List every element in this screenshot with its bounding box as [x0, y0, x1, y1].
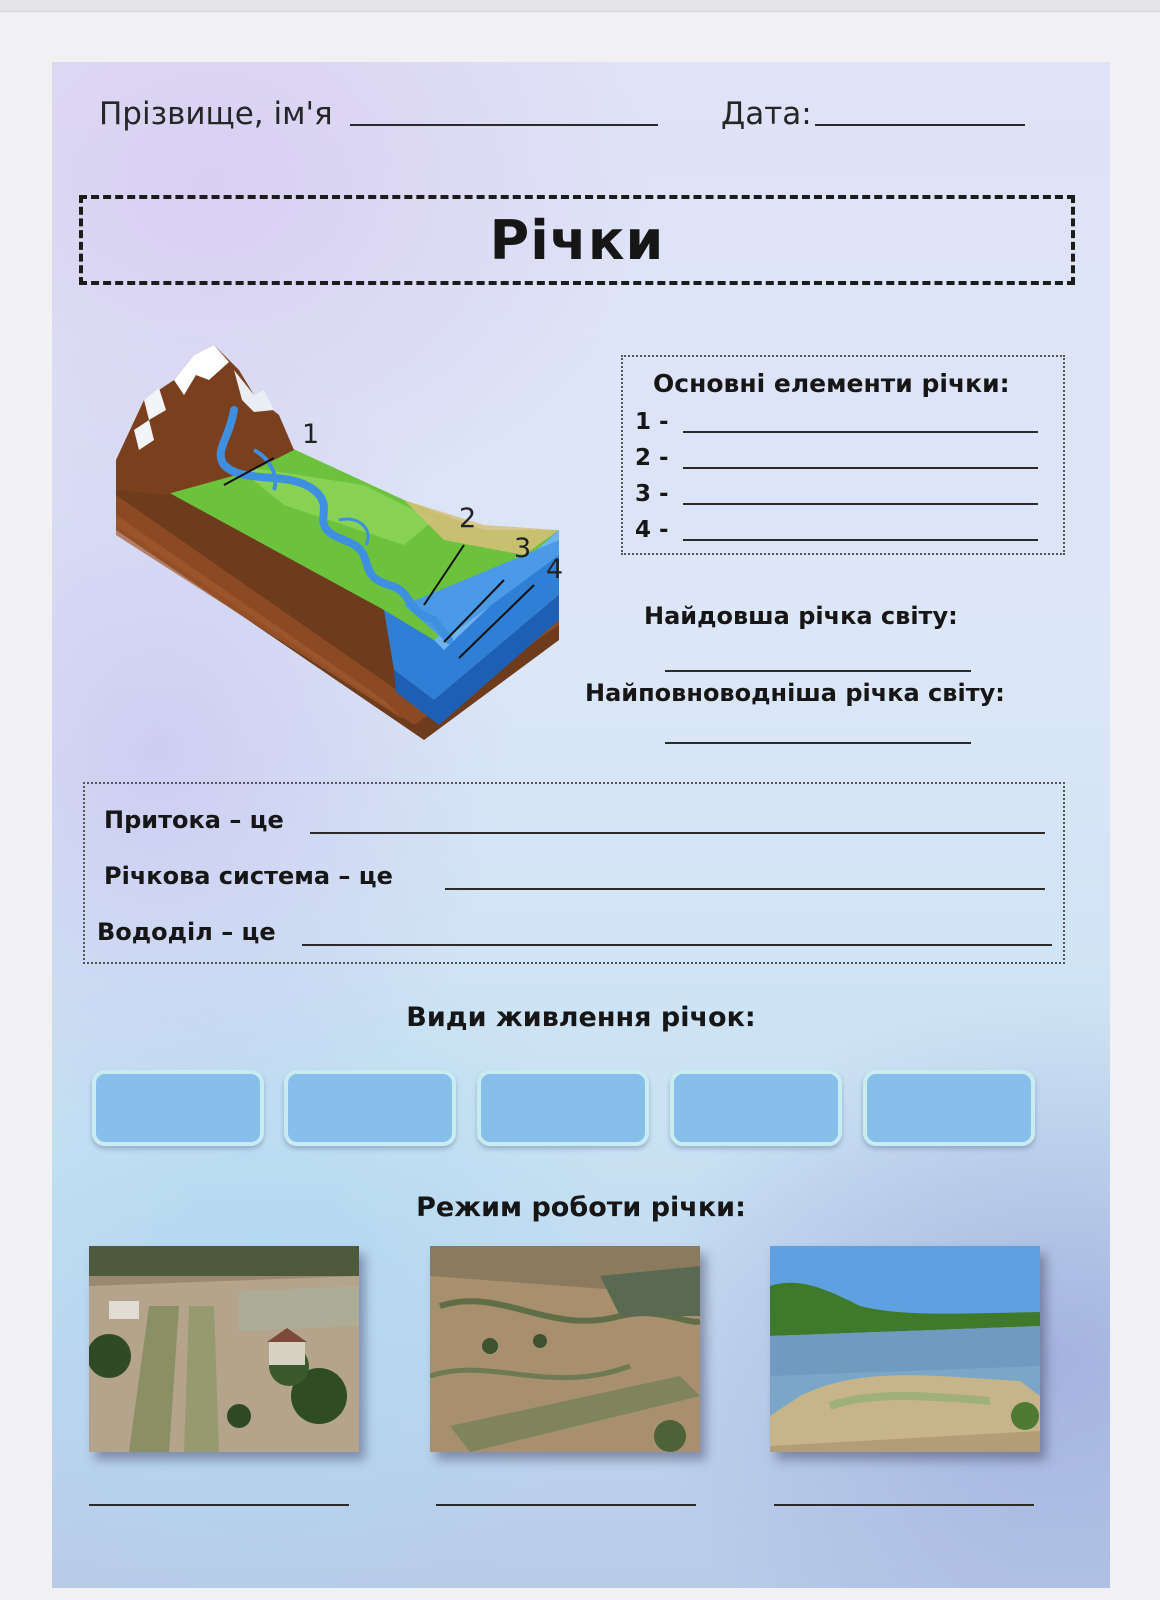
supply-type-box-3[interactable] [477, 1070, 649, 1146]
aerial-flood-photo [430, 1246, 700, 1452]
worksheet-page [52, 62, 1110, 1588]
diagram-label-1: 1 [302, 419, 320, 450]
diagram-label-3: 3 [514, 533, 532, 564]
supply-type-box-1[interactable] [92, 1070, 264, 1146]
low-water-river-photo [770, 1246, 1040, 1452]
name-label: Прізвище, ім'я [99, 96, 333, 132]
aerial-flood-photo-answer-blank[interactable] [436, 1504, 696, 1506]
supply-types-title: Види живлення річок: [406, 1002, 756, 1033]
definition-river-system-blank[interactable] [445, 888, 1045, 890]
date-blank-line[interactable] [815, 124, 1025, 126]
browser-top-bar [0, 0, 1160, 12]
fullest-river-question: Найповноводніша річка світу: [585, 679, 1005, 707]
date-label: Дата: [721, 96, 812, 132]
river-block-diagram [104, 340, 574, 750]
definition-watershed-blank[interactable] [302, 944, 1052, 946]
longest-river-question: Найдовша річка світу: [644, 602, 958, 630]
page-title: Річки [489, 208, 665, 272]
longest-river-blank[interactable] [665, 670, 971, 672]
title-frame [79, 195, 1075, 285]
definition-watershed-label: Вододіл – це [97, 918, 276, 946]
supply-type-box-2[interactable] [284, 1070, 456, 1146]
element-row-3-blank[interactable] [683, 503, 1038, 505]
element-row-1-blank[interactable] [683, 431, 1038, 433]
river-elements-box [621, 355, 1065, 555]
element-row-2-label: 2 - [635, 445, 669, 471]
element-row-3-label: 3 - [635, 481, 669, 507]
element-row-4-label: 4 - [635, 517, 669, 543]
definition-tributary-label: Притока – це [104, 806, 284, 834]
flood-photo [89, 1246, 359, 1452]
name-blank-line[interactable] [350, 124, 658, 126]
diagram-label-4: 4 [546, 554, 564, 585]
river-regime-title: Режим роботи річки: [416, 1192, 746, 1223]
fullest-river-blank[interactable] [665, 742, 971, 744]
flood-photo-answer-blank[interactable] [89, 1504, 349, 1506]
supply-type-box-5[interactable] [863, 1070, 1035, 1146]
definition-tributary-blank[interactable] [310, 832, 1045, 834]
supply-type-box-4[interactable] [670, 1070, 842, 1146]
definition-river-system-label: Річкова система – це [104, 862, 393, 890]
element-row-1-label: 1 - [635, 409, 669, 435]
element-row-4-blank[interactable] [683, 539, 1038, 541]
diagram-label-2: 2 [459, 503, 477, 534]
definitions-box [83, 782, 1065, 964]
element-row-2-blank[interactable] [683, 467, 1038, 469]
elements-heading: Основні елементи річки: [653, 369, 1010, 398]
low-water-photo-answer-blank[interactable] [774, 1504, 1034, 1506]
